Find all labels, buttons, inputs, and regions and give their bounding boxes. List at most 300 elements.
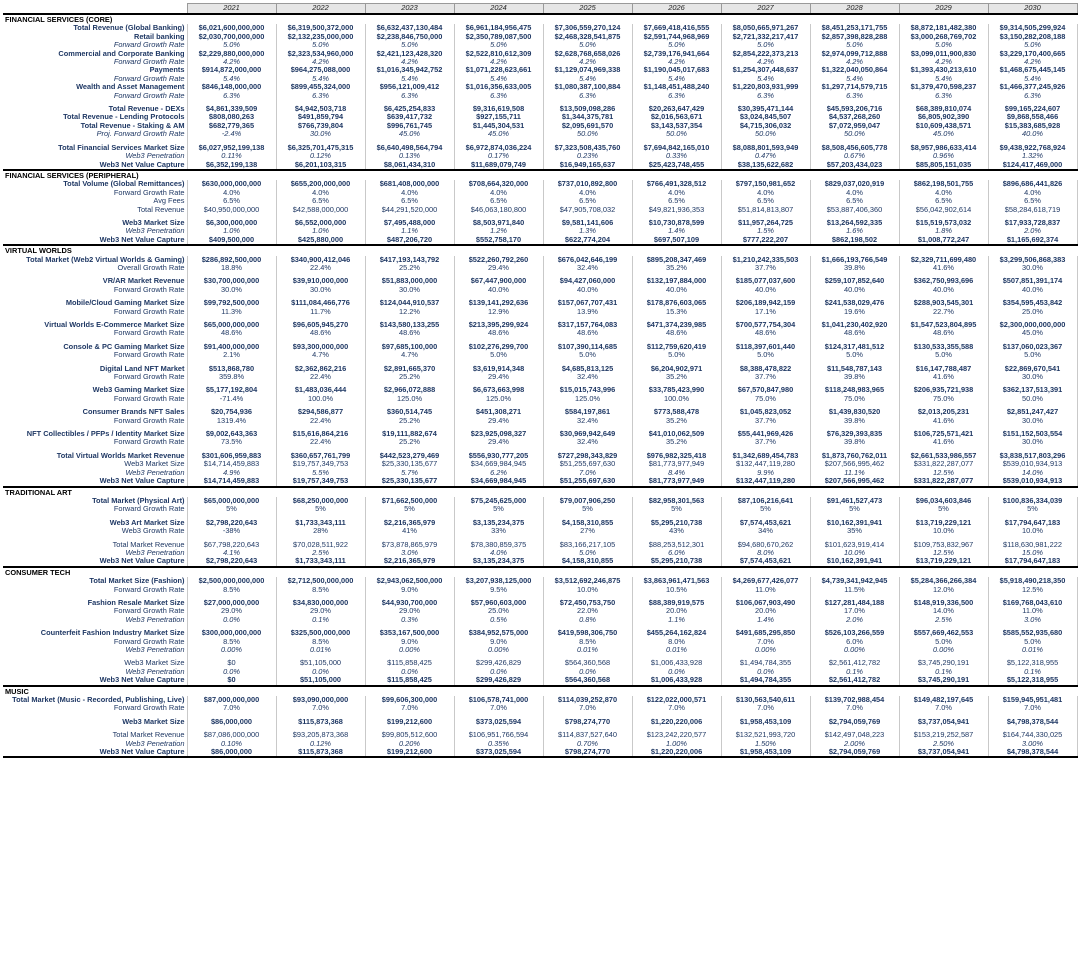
value-cell: $539,010,934,913 — [988, 477, 1077, 486]
value-cell: $8,388,478,822 — [721, 365, 810, 373]
value-cell: 20.0% — [721, 607, 810, 615]
value-cell: 5.4% — [543, 75, 632, 83]
table-row — [3, 219, 1077, 227]
value-cell: $1,254,307,448,637 — [721, 66, 810, 74]
value-cell: $3,512,692,246,875 — [543, 577, 632, 585]
value-cell: $17,933,728,837 — [988, 219, 1077, 227]
table-row — [3, 395, 1077, 403]
row-label: Avg Fees — [153, 197, 185, 206]
value-cell: 37.7% — [721, 373, 810, 381]
table-row — [3, 343, 1077, 351]
row-label: Total Revenue - Staking & AM — [80, 121, 185, 130]
value-cell: 12.9% — [454, 308, 543, 316]
value-cell: $106,951,766,594 — [454, 731, 543, 739]
value-cell: $1,006,433,928 — [632, 676, 721, 685]
row-label: Total Market (Physical Art) — [92, 496, 185, 505]
table-row — [3, 277, 1077, 285]
value-cell: $91,400,000,000 — [187, 343, 276, 351]
value-cell: $639,417,732 — [365, 113, 454, 121]
value-cell: 4.2% — [276, 58, 365, 66]
value-cell: $301,606,959,883 — [187, 452, 276, 460]
value-cell: 4.9% — [187, 469, 276, 477]
value-cell: $213,395,299,924 — [454, 321, 543, 329]
row-label: Forward Growth Rate — [113, 74, 185, 83]
value-cell: $1,547,523,804,895 — [899, 321, 988, 329]
value-cell: 37.7% — [721, 417, 810, 425]
value-cell: 25.2% — [365, 438, 454, 446]
value-cell: $44,291,520,000 — [365, 206, 454, 214]
value-cell: $5,295,210,738 — [632, 557, 721, 566]
value-cell: 29.4% — [454, 373, 543, 381]
value-cell: $3,619,914,348 — [454, 365, 543, 373]
value-cell: $1,733,343,111 — [276, 557, 365, 566]
row-label: Forward Growth Rate — [113, 505, 185, 514]
value-cell: 6.3% — [454, 92, 543, 100]
value-cell: 30.0% — [988, 417, 1077, 425]
value-cell: $3,229,170,400,665 — [988, 50, 1077, 58]
value-cell: $3,150,282,208,188 — [988, 33, 1077, 41]
value-cell: 4.0% — [454, 189, 543, 197]
table-row — [3, 329, 1077, 337]
value-cell: $2,300,000,000,000 — [988, 321, 1077, 329]
value-cell: 5.4% — [988, 75, 1077, 83]
value-cell: 4.2% — [988, 58, 1077, 66]
value-cell: 8.0% — [721, 549, 810, 557]
value-cell: 6.5% — [454, 197, 543, 205]
value-cell: 5.4% — [632, 75, 721, 83]
value-cell: 0.0% — [187, 616, 276, 624]
value-cell: $2,739,176,941,664 — [632, 50, 721, 58]
value-cell: 6.5% — [899, 197, 988, 205]
value-cell: $2,794,059,769 — [810, 748, 899, 757]
row-label: Forward Growth Rate — [113, 416, 185, 425]
value-cell: $564,360,568 — [543, 659, 632, 667]
value-cell: $40,950,000,000 — [187, 206, 276, 214]
year-header-cell: 2030 — [988, 4, 1077, 15]
value-cell: $373,025,594 — [454, 748, 543, 757]
value-cell: 1.32% — [988, 152, 1077, 160]
value-cell: 6.5% — [988, 197, 1077, 205]
value-cell: $2,030,700,000,000 — [187, 33, 276, 41]
value-cell: 12.5% — [988, 586, 1077, 594]
value-cell: 12.2% — [365, 308, 454, 316]
value-cell: 8.5% — [187, 586, 276, 594]
value-cell: 1.50% — [721, 740, 810, 748]
table-row — [3, 130, 1077, 138]
value-cell: 45.0% — [899, 130, 988, 138]
value-cell: $124,417,469,000 — [988, 161, 1077, 170]
value-cell: 5.0% — [988, 638, 1077, 646]
value-cell: $419,598,306,750 — [543, 629, 632, 637]
value-cell: $1,958,453,109 — [721, 718, 810, 726]
year-header-cell: 2025 — [543, 4, 632, 15]
value-cell: $3,737,054,941 — [899, 718, 988, 726]
value-cell: 50.0% — [632, 130, 721, 138]
value-cell: $7,574,453,621 — [721, 557, 810, 566]
table-row — [3, 586, 1077, 594]
value-cell: 13.9% — [543, 308, 632, 316]
value-cell: $2,721,332,217,417 — [721, 33, 810, 41]
value-cell: -71.4% — [187, 395, 276, 403]
value-cell: 5.4% — [276, 75, 365, 83]
value-cell: 39.8% — [810, 373, 899, 381]
value-cell: $38,135,622,682 — [721, 161, 810, 170]
value-cell: 73.5% — [187, 438, 276, 446]
value-cell: $491,859,794 — [276, 113, 365, 121]
value-cell: $1,165,692,374 — [988, 236, 1077, 245]
value-cell: $206,189,942,159 — [721, 299, 810, 307]
value-cell: 35.2% — [632, 417, 721, 425]
value-cell: $956,121,009,412 — [365, 83, 454, 91]
value-cell: 6.5% — [365, 197, 454, 205]
row-label: Forward Growth Rate — [113, 329, 185, 338]
value-cell: $7,495,488,000 — [365, 219, 454, 227]
value-cell: 6.3% — [632, 92, 721, 100]
value-cell: 11.1% — [810, 469, 899, 477]
row-label: Web3 Net Value Capture — [99, 235, 185, 244]
value-cell: $65,000,000,000 — [187, 321, 276, 329]
value-cell: $58,284,618,719 — [988, 206, 1077, 214]
table-row — [3, 189, 1077, 197]
value-cell: $94,427,060,000 — [543, 277, 632, 285]
value-cell: 2.5% — [899, 616, 988, 624]
value-cell: 7.0% — [454, 704, 543, 712]
value-cell: $2,891,665,370 — [365, 365, 454, 373]
value-cell: 4.2% — [187, 58, 276, 66]
value-cell: 20.0% — [632, 607, 721, 615]
value-cell: $564,360,568 — [543, 676, 632, 685]
value-cell: 12.5% — [899, 549, 988, 557]
table-row — [3, 740, 1077, 748]
value-cell: 41.6% — [899, 264, 988, 272]
row-label: Web3 Market Size — [122, 218, 185, 227]
value-cell: $86,000,000 — [187, 718, 276, 726]
value-cell: $132,447,119,280 — [721, 460, 810, 468]
value-cell: $2,229,880,000,000 — [187, 50, 276, 58]
value-cell: 0.0% — [632, 668, 721, 676]
row-label: Web3 Market Size — [122, 717, 185, 726]
value-cell: $8,872,181,482,380 — [899, 24, 988, 32]
value-cell: 6.3% — [721, 92, 810, 100]
value-cell: $5,122,318,955 — [988, 659, 1077, 667]
value-cell: $2,421,123,428,320 — [365, 50, 454, 58]
value-cell: 0.12% — [276, 740, 365, 748]
value-cell: 5.0% — [365, 41, 454, 49]
value-cell: $115,858,425 — [365, 659, 454, 667]
value-cell: 32.4% — [543, 417, 632, 425]
section-header-row — [3, 170, 1077, 180]
value-cell: $9,581,141,606 — [543, 219, 632, 227]
value-cell: $132,447,119,280 — [721, 477, 810, 486]
value-cell: $85,805,151,035 — [899, 161, 988, 170]
row-label: Total Market Revenue — [112, 731, 185, 740]
value-cell: 0.8% — [543, 616, 632, 624]
table-row — [3, 144, 1077, 152]
value-cell: $1,148,451,488,240 — [632, 83, 721, 91]
row-label: Web3 Net Value Capture — [3, 748, 187, 757]
value-cell: 1.0% — [276, 227, 365, 235]
value-cell: 11.7% — [276, 308, 365, 316]
value-cell: $6,352,199,138 — [187, 161, 276, 170]
value-cell: $56,042,902,614 — [899, 206, 988, 214]
value-cell: 5.0% — [632, 351, 721, 359]
value-cell: $6,972,874,036,224 — [454, 144, 543, 152]
value-cell: $584,197,861 — [543, 408, 632, 416]
table-row — [3, 41, 1077, 49]
value-cell: $300,000,000,000 — [187, 629, 276, 637]
value-cell: 50.0% — [810, 130, 899, 138]
value-cell: $6,027,952,199,138 — [187, 144, 276, 152]
value-cell: 4.0% — [632, 189, 721, 197]
value-cell: 39.8% — [810, 417, 899, 425]
value-cell: -38% — [187, 527, 276, 535]
table-row — [3, 646, 1077, 654]
value-cell: $6,201,103,315 — [276, 161, 365, 170]
value-cell: $299,426,829 — [454, 659, 543, 667]
value-cell: $178,876,603,065 — [632, 299, 721, 307]
value-cell: 6.3% — [988, 92, 1077, 100]
value-cell: $507,851,391,174 — [988, 277, 1077, 285]
value-cell: 4.0% — [187, 189, 276, 197]
value-cell: 5.0% — [543, 351, 632, 359]
value-cell: 125.0% — [454, 395, 543, 403]
value-cell: 1.4% — [632, 227, 721, 235]
value-cell: $417,193,143,792 — [365, 256, 454, 264]
value-cell: $862,198,502 — [810, 236, 899, 245]
value-cell: 9.0% — [365, 586, 454, 594]
value-cell: $78,380,859,375 — [454, 541, 543, 549]
value-cell: $83,166,217,105 — [543, 541, 632, 549]
row-label: Total Market Size (Fashion) — [89, 577, 185, 586]
table-row — [3, 452, 1077, 460]
value-cell: 6.0% — [632, 549, 721, 557]
value-cell: 48.6% — [632, 329, 721, 337]
value-cell: $362,750,993,696 — [899, 277, 988, 285]
value-cell: $6,640,498,564,794 — [365, 144, 454, 152]
row-label: Forward Growth Rate — [113, 637, 185, 646]
value-cell: $57,203,434,023 — [810, 161, 899, 170]
value-cell: $3,099,011,900,830 — [899, 50, 988, 58]
value-cell: $19,757,349,753 — [276, 477, 365, 486]
value-cell: 0.1% — [810, 668, 899, 676]
value-cell: $169,768,043,610 — [988, 599, 1077, 607]
value-cell: $6,673,663,998 — [454, 386, 543, 394]
value-cell: 7.0% — [543, 704, 632, 712]
value-cell: 6.5% — [632, 197, 721, 205]
value-cell: $3,838,517,803,296 — [988, 452, 1077, 460]
value-cell: 0.0% — [276, 668, 365, 676]
value-cell: $81,773,977,949 — [632, 477, 721, 486]
table-row — [3, 659, 1077, 667]
value-cell: 1319.4% — [187, 417, 276, 425]
table-row — [3, 718, 1077, 726]
value-cell: $8,508,456,605,778 — [810, 144, 899, 152]
value-cell: $2,323,534,960,000 — [276, 50, 365, 58]
value-cell: $10,609,438,571 — [899, 122, 988, 130]
value-cell: $471,374,239,985 — [632, 321, 721, 329]
value-cell: 0.00% — [810, 646, 899, 654]
value-cell: 22.4% — [276, 373, 365, 381]
value-cell: $8,088,801,593,949 — [721, 144, 810, 152]
value-cell: $47,905,708,032 — [543, 206, 632, 214]
value-cell: 0.96% — [899, 152, 988, 160]
section-title: VIRTUAL WORLDS — [3, 245, 1077, 255]
table-row — [3, 438, 1077, 446]
value-cell: $829,037,020,919 — [810, 180, 899, 188]
value-cell: $106,067,903,490 — [721, 599, 810, 607]
value-cell: $46,063,180,800 — [454, 206, 543, 214]
value-cell: $1,379,470,598,237 — [899, 83, 988, 91]
value-cell: $19,111,882,674 — [365, 430, 454, 438]
value-cell: 9.5% — [454, 586, 543, 594]
table-row — [3, 227, 1077, 235]
value-cell: $895,208,347,469 — [632, 256, 721, 264]
table-row — [3, 557, 1077, 566]
value-cell: $93,300,000,000 — [276, 343, 365, 351]
value-cell: 41% — [365, 527, 454, 535]
value-cell: 0.00% — [187, 646, 276, 654]
value-cell: $81,773,977,949 — [632, 460, 721, 468]
value-cell: $325,500,000,000 — [276, 629, 365, 637]
value-cell: 0.13% — [365, 152, 454, 160]
value-cell: $107,390,114,685 — [543, 343, 632, 351]
table-row — [3, 497, 1077, 505]
value-cell: $15,015,743,996 — [543, 386, 632, 394]
value-cell: 5.4% — [187, 75, 276, 83]
table-row — [3, 541, 1077, 549]
value-cell: $130,533,355,588 — [899, 343, 988, 351]
value-cell: 100.0% — [276, 395, 365, 403]
row-label: Forward Growth Rate — [113, 351, 185, 360]
value-cell: $34,830,000,000 — [276, 599, 365, 607]
value-cell: $4,798,378,544 — [988, 748, 1077, 757]
value-cell: $45,593,206,716 — [810, 105, 899, 113]
value-cell: $106,725,571,421 — [899, 430, 988, 438]
value-cell: 5.0% — [899, 351, 988, 359]
value-cell: 3.0% — [988, 616, 1077, 624]
value-cell: $13,264,592,335 — [810, 219, 899, 227]
value-cell: $4,798,378,544 — [988, 718, 1077, 726]
value-cell: $25,330,135,677 — [365, 460, 454, 468]
row-label: Forward Growth Rate — [113, 188, 185, 197]
value-cell: 0.01% — [543, 646, 632, 654]
value-cell: $340,900,412,046 — [276, 256, 365, 264]
spreadsheet — [3, 3, 1077, 971]
value-cell: $7,072,959,047 — [810, 122, 899, 130]
value-cell: $206,935,721,938 — [899, 386, 988, 394]
value-cell: 17.0% — [810, 607, 899, 615]
value-cell: 5.5% — [276, 469, 365, 477]
value-cell: 0.01% — [988, 646, 1077, 654]
value-cell: $2,500,000,000,000 — [187, 577, 276, 585]
value-cell: $87,106,216,641 — [721, 497, 810, 505]
value-cell: $91,461,527,473 — [810, 497, 899, 505]
value-cell: $1,045,823,052 — [721, 408, 810, 416]
value-cell: 1.1% — [365, 227, 454, 235]
value-cell: $286,892,500,000 — [187, 256, 276, 264]
value-cell: 37.7% — [721, 438, 810, 446]
value-cell: 37.7% — [721, 264, 810, 272]
value-cell: 0.01% — [276, 646, 365, 654]
value-cell: 2.0% — [988, 227, 1077, 235]
value-cell: 5.0% — [899, 638, 988, 646]
value-cell: $132,521,993,720 — [721, 731, 810, 739]
row-label: Total Revenue (Global Banking) — [73, 24, 185, 33]
value-cell: 48.6% — [899, 329, 988, 337]
value-cell: $1,494,784,355 — [721, 659, 810, 667]
value-cell: $65,000,000,000 — [187, 497, 276, 505]
value-cell: $2,016,563,671 — [632, 113, 721, 121]
value-cell: $2,794,059,769 — [810, 718, 899, 726]
value-cell: $19,757,349,753 — [276, 460, 365, 468]
value-cell: $114,837,527,640 — [543, 731, 632, 739]
value-cell: $49,821,936,353 — [632, 206, 721, 214]
value-cell: 30.0% — [276, 286, 365, 294]
table-row — [3, 577, 1077, 585]
value-cell: $299,426,829 — [454, 676, 543, 685]
value-cell: 30.0% — [988, 264, 1077, 272]
value-cell: 0.47% — [721, 152, 810, 160]
value-cell: 5.4% — [365, 75, 454, 83]
value-cell: $2,857,398,828,288 — [810, 33, 899, 41]
value-cell: $451,308,271 — [454, 408, 543, 416]
value-cell: 5.0% — [454, 41, 543, 49]
value-cell: $862,198,501,755 — [899, 180, 988, 188]
value-cell: $1,220,220,006 — [632, 748, 721, 757]
value-cell: 15.0% — [988, 549, 1077, 557]
value-cell: 5.0% — [988, 41, 1077, 49]
value-cell: 5.0% — [632, 41, 721, 49]
value-cell: $676,042,646,199 — [543, 256, 632, 264]
value-cell: $142,497,048,223 — [810, 731, 899, 739]
value-cell: 5.0% — [543, 549, 632, 557]
year-header-row — [3, 4, 1077, 15]
value-cell: $2,798,220,643 — [187, 519, 276, 527]
value-cell: $2,362,862,216 — [276, 365, 365, 373]
value-cell: $4,158,310,855 — [543, 519, 632, 527]
value-cell: $766,739,804 — [276, 122, 365, 130]
year-header-cell: 2028 — [810, 4, 899, 15]
value-cell: 5.4% — [454, 75, 543, 83]
value-cell: $16,949,165,637 — [543, 161, 632, 170]
row-label: Forward Growth Rate — [113, 438, 185, 447]
value-cell: $1,393,430,213,610 — [899, 66, 988, 74]
value-cell: 2.1% — [187, 351, 276, 359]
value-cell: 0.17% — [454, 152, 543, 160]
value-cell: 0.00% — [365, 646, 454, 654]
value-cell: $99,792,500,000 — [187, 299, 276, 307]
row-label: Web3 Art Market Size — [109, 518, 185, 527]
value-cell: $1,220,803,931,999 — [721, 83, 810, 91]
table-row — [3, 599, 1077, 607]
value-cell: $72,450,753,750 — [543, 599, 632, 607]
row-label: Commercial and Corporate Banking — [58, 49, 185, 58]
value-cell: 39.8% — [810, 438, 899, 446]
value-cell: 5% — [899, 505, 988, 513]
value-cell: 6.5% — [276, 197, 365, 205]
value-cell: 0.20% — [365, 740, 454, 748]
value-cell: 125.0% — [543, 395, 632, 403]
value-cell: 6.3% — [543, 92, 632, 100]
value-cell: 4.0% — [454, 549, 543, 557]
value-cell: $115,873,368 — [276, 748, 365, 757]
value-cell: 4.0% — [276, 189, 365, 197]
value-cell: $1,466,377,245,926 — [988, 83, 1077, 91]
value-cell: 29.0% — [187, 607, 276, 615]
table-row — [3, 308, 1077, 316]
value-cell: $51,255,697,630 — [543, 477, 632, 486]
value-cell: $1,494,784,355 — [721, 676, 810, 685]
